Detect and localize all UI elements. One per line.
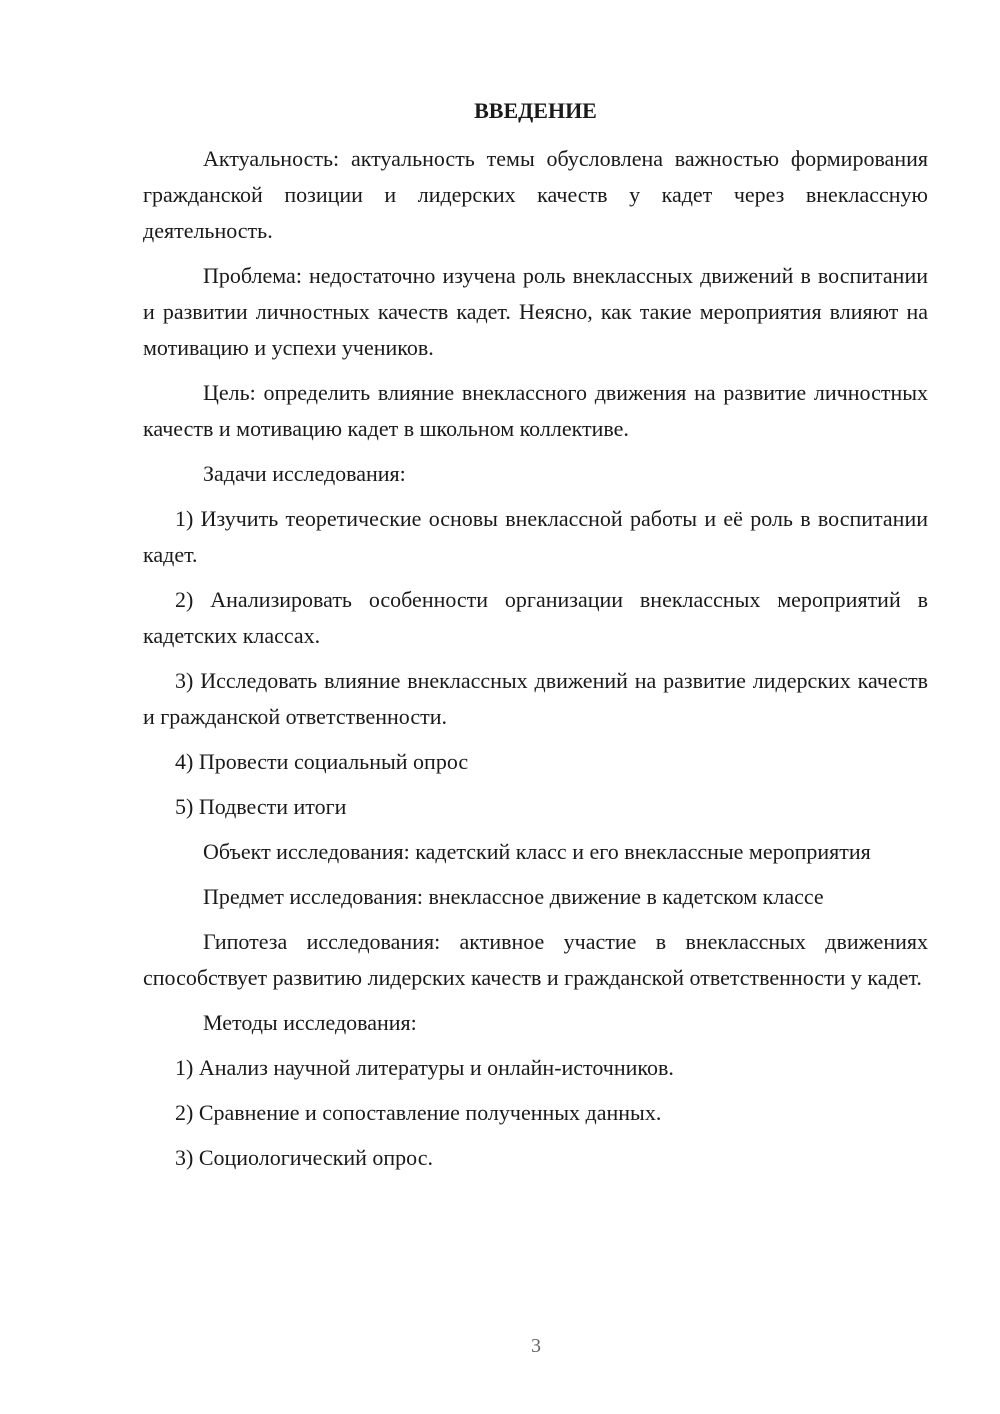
list-item-task-1: 1) Изучить теоретические основы внеклассной работы и её роль в воспитании кадет. — [143, 506, 928, 567]
list-item-task-3: 3) Исследовать влияние внеклассных движений на развитие лидерских качеств и гражданской ответственности. — [143, 668, 928, 729]
paragraph-hypothesis: Гипотеза исследования: активное участие в внеклассных движениях способствует развитию лидерских качеств и гражданской ответственности у кадет. — [143, 929, 928, 990]
paragraph-goal: Цель: определить влияние внеклассного движения на развитие личностных качеств и мотивацию кадет в школьном коллективе. — [143, 380, 928, 441]
page-title: ВВЕДЕНИЕ — [474, 98, 597, 123]
paragraph-tasks-heading: Задачи исследования: — [203, 461, 406, 486]
document-body — [143, 141, 928, 1185]
paragraph-relevance: Актуальность: актуальность темы обусловлена важностью формирования гражданской позиции и лидерских качеств у кадет через внеклассную деятельность. — [143, 146, 928, 243]
list-item-task-4: 4) Провести социальный опрос — [175, 749, 469, 774]
paragraph-object: Объект исследования: кадетский класс и его внеклассные мероприятия — [203, 839, 871, 864]
list-item-method-3: 3) Социологический опрос. — [175, 1145, 433, 1170]
page-number: 3 — [531, 1335, 541, 1357]
paragraph-subject: Предмет исследования: внеклассное движение в кадетском классе — [203, 884, 824, 909]
paragraph-problem: Проблема: недостаточно изучена роль внеклассных движений в воспитании и развитии личностных качеств кадет. Неясно, как такие мероприятия влияют на мотивацию и успехи учеников. — [143, 263, 928, 360]
paragraph-methods-heading: Методы исследования: — [203, 1010, 417, 1035]
list-item-method-1: 1) Анализ научной литературы и онлайн-источников. — [175, 1055, 674, 1080]
list-item-task-5: 5) Подвести итоги — [175, 794, 347, 819]
list-item-task-2: 2) Анализировать особенности организации внеклассных мероприятий в кадетских классах. — [143, 587, 928, 648]
list-item-method-2: 2) Сравнение и сопоставление полученных данных. — [175, 1100, 662, 1125]
